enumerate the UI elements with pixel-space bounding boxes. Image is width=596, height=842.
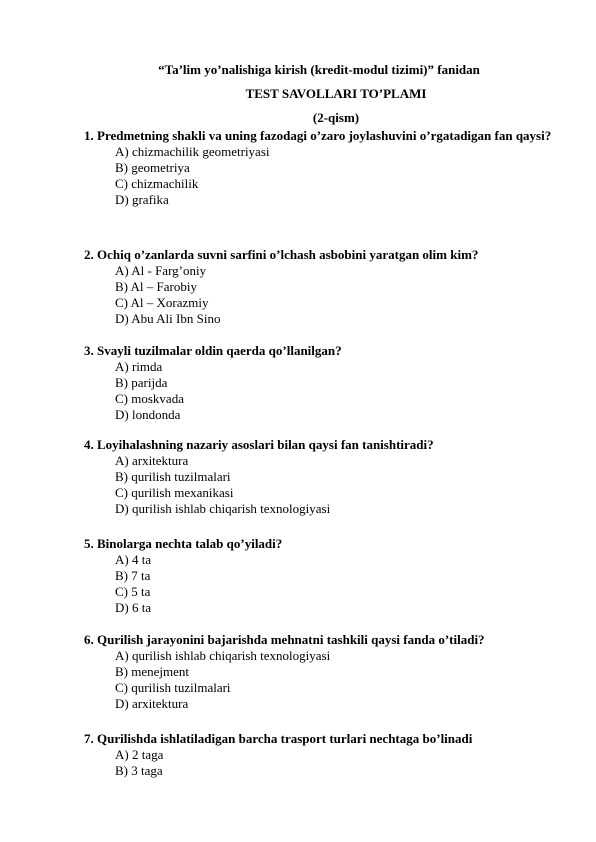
option-a: A) Al - Farg’oniy — [115, 263, 207, 278]
question-1 — [84, 128, 554, 208]
question-text: 4. Loyihalashning nazariy asoslari bilan qaysi fan tanishtiradi? — [84, 437, 434, 452]
option-a: A) qurilish ishlab chiqarish texnologiyasi — [115, 648, 331, 663]
option-b: B) qurilish tuzilmalari — [115, 469, 231, 484]
question-text: 3. Svayli tuzilmalar oldin qaerda qo’llanilgan? — [84, 343, 342, 358]
document-part-label: (2-qism) — [312, 110, 360, 125]
option-b: B) 3 taga — [115, 763, 163, 778]
question-4 — [84, 437, 554, 517]
option-d: D) grafika — [115, 192, 169, 207]
option-c: C) Al – Xorazmiy — [115, 295, 209, 310]
question-5 — [84, 536, 554, 616]
option-b: B) menejment — [115, 664, 190, 679]
option-d: D) 6 ta — [115, 600, 152, 615]
option-b: B) Al – Farobiy — [115, 279, 197, 294]
option-d: D) qurilish ishlab chiqarish texnologiyasi — [115, 501, 331, 516]
option-a: A) rimda — [115, 359, 163, 374]
question-7 — [84, 731, 554, 779]
option-d: D) londonda — [115, 407, 181, 422]
question-text: 7. Qurilishda ishlatiladigan barcha trasport turlari nechtaga bo’linadi — [84, 731, 473, 746]
option-d: D) arxitektura — [115, 696, 189, 711]
option-c: C) 5 ta — [115, 584, 151, 599]
document-subject-line: “Ta’lim yo’nalishiga kirish (kredit-modul tizimi)” fanidan — [158, 62, 480, 77]
question-2 — [84, 247, 554, 327]
question-text: 5. Binolarga nechta talab qo’yiladi? — [84, 536, 283, 551]
option-c: C) qurilish mexanikasi — [115, 485, 234, 500]
question-text: 6. Qurilish jarayonini bajarishda mehnatni tashkili qaysi fanda o’tiladi? — [84, 632, 485, 647]
question-text: 1. Predmetning shakli va uning fazodagi o’zaro joylashuvini o’rgatadigan fan qaysi? — [84, 128, 552, 143]
document-title: TEST SAVOLLARI TO’PLAMI — [245, 86, 427, 101]
option-b: B) 7 ta — [115, 568, 151, 583]
option-b: B) parijda — [115, 375, 168, 390]
option-c: C) moskvada — [115, 391, 184, 406]
option-b: B) geometriya — [115, 160, 190, 175]
option-a: A) 4 ta — [115, 552, 152, 567]
question-text: 2. Ochiq o’zanlarda suvni sarfini o’lchash asbobini yaratgan olim kim? — [84, 247, 479, 262]
option-a: A) arxitektura — [115, 453, 189, 468]
option-a: A) chizmachilik geometriyasi — [115, 144, 270, 159]
option-c: C) qurilish tuzilmalari — [115, 680, 231, 695]
question-3 — [84, 343, 554, 423]
question-6 — [84, 632, 554, 712]
option-c: C) chizmachilik — [115, 176, 199, 191]
option-a: A) 2 taga — [115, 747, 164, 762]
option-d: D) Abu Ali Ibn Sino — [115, 311, 221, 326]
